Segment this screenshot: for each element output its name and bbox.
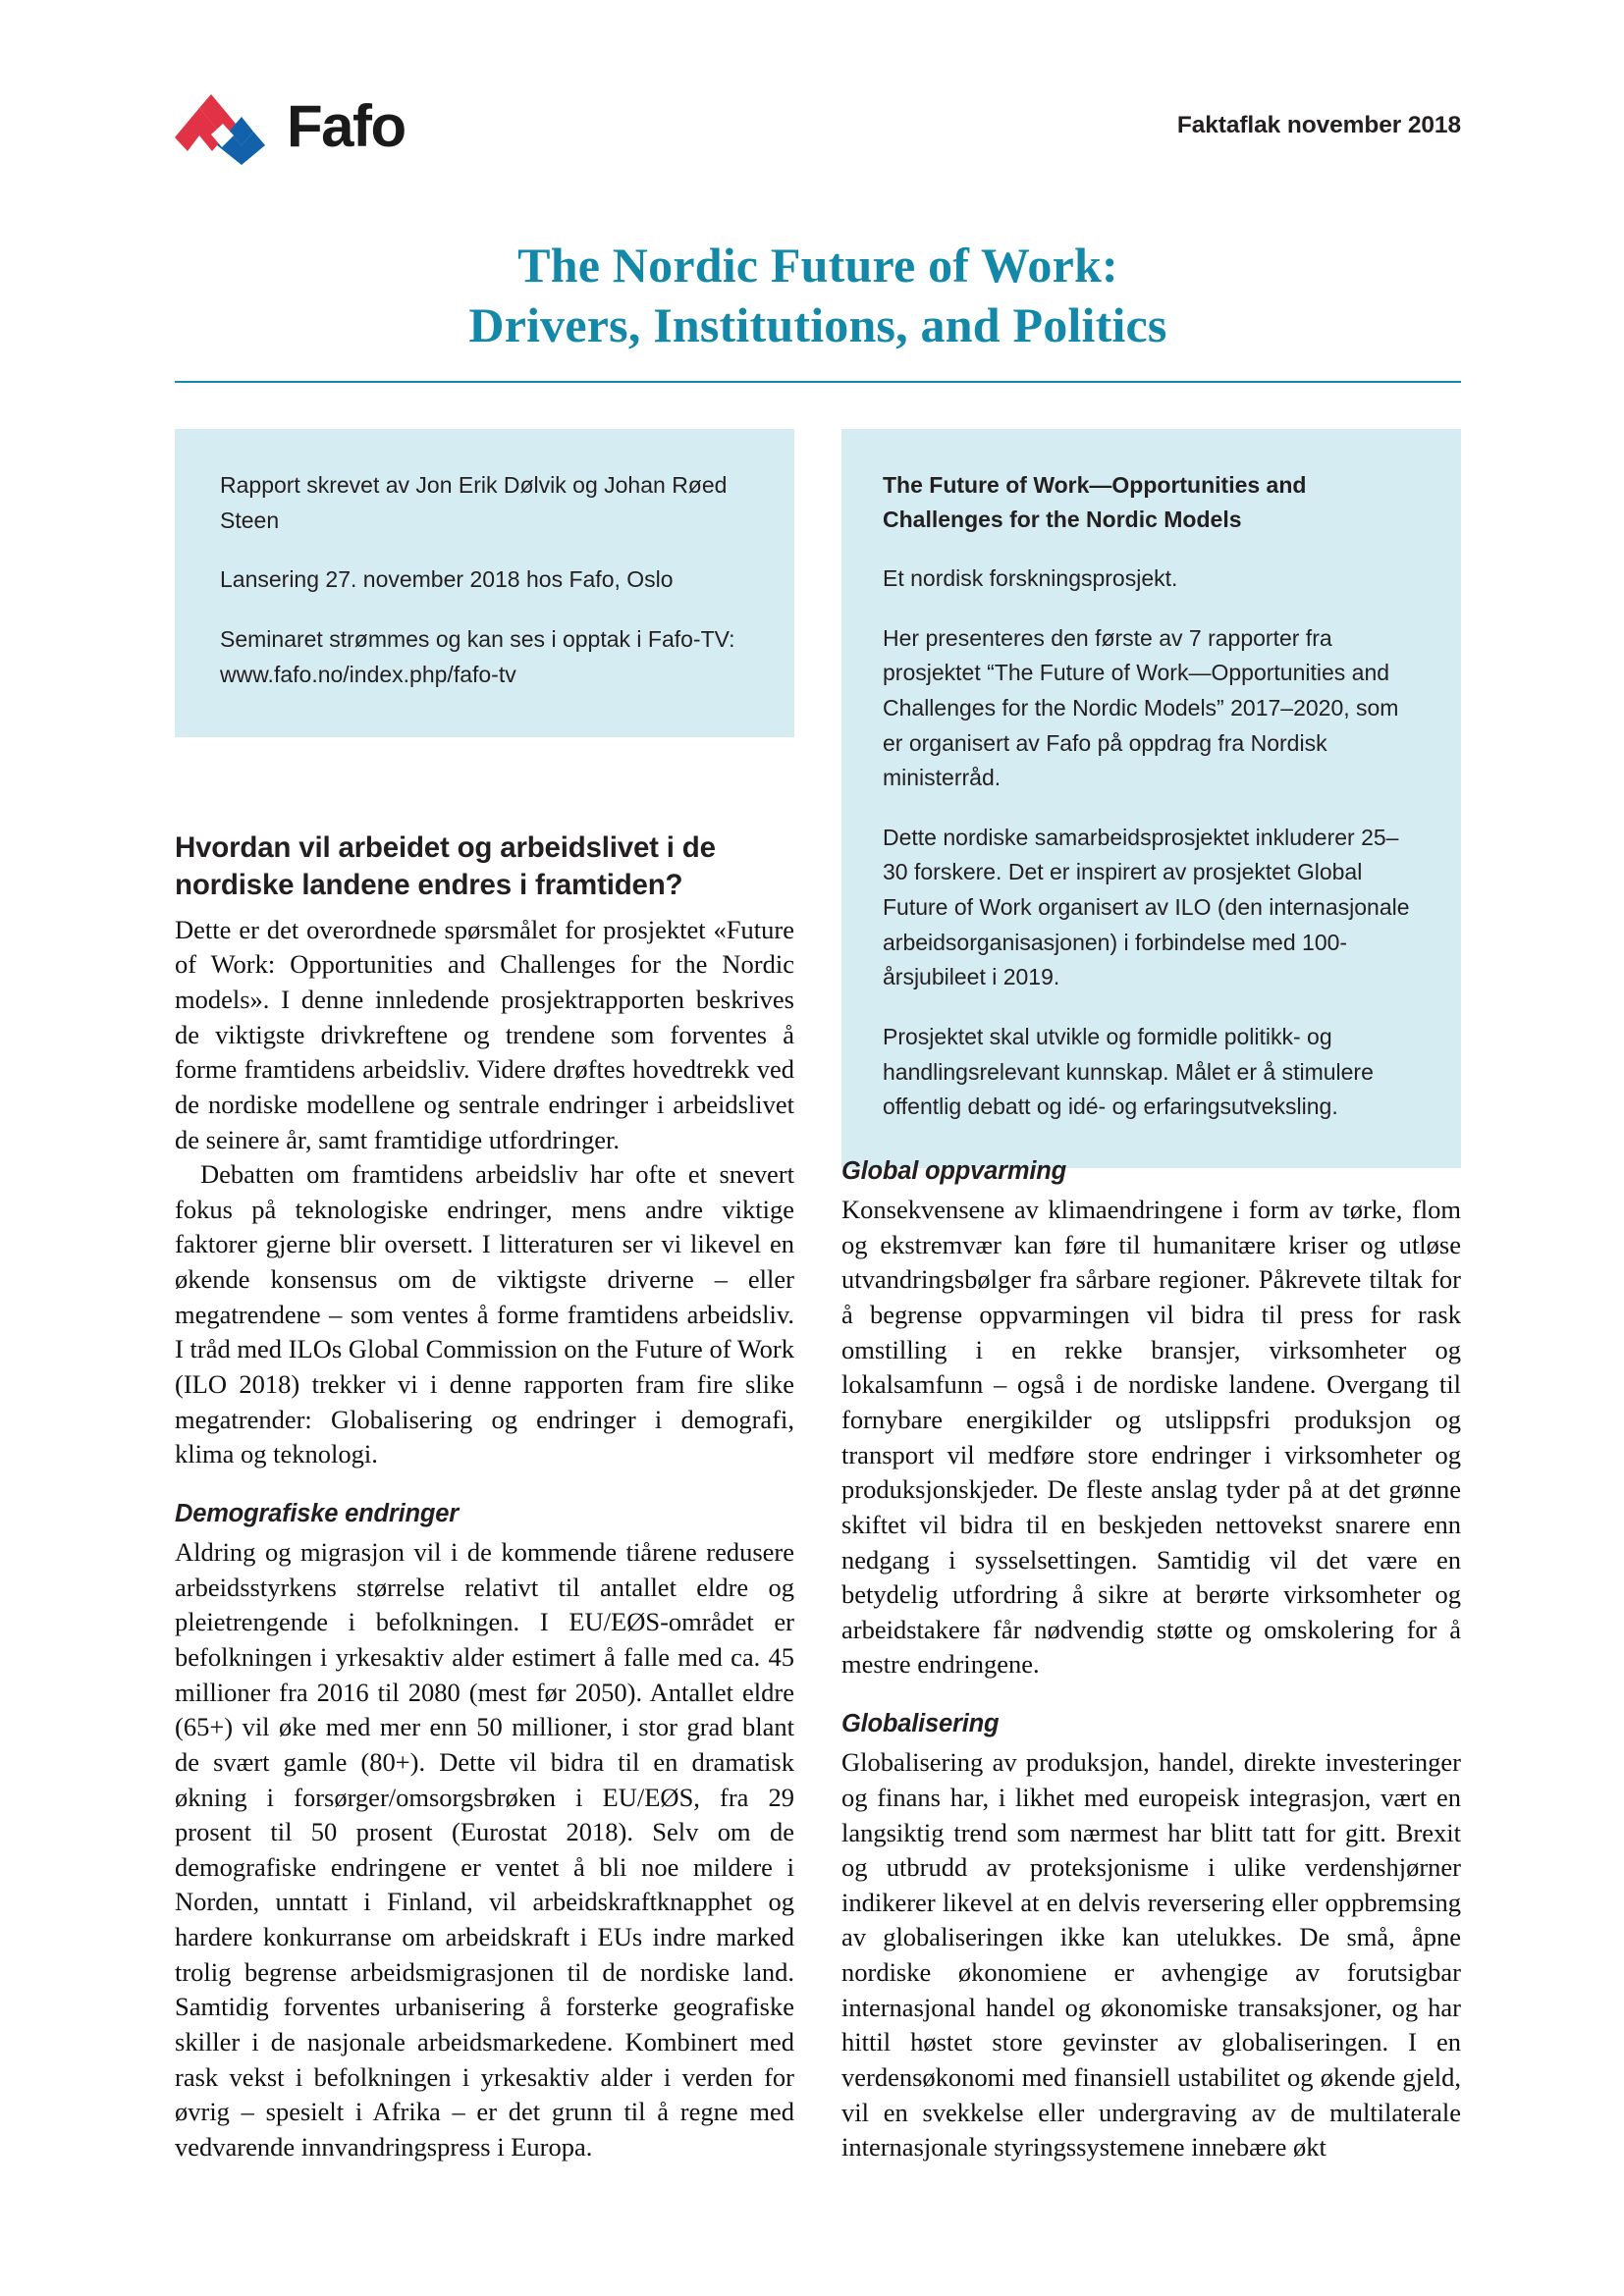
project-info-paragraph-2: Her presenteres den første av 7 rapporter fra prosjektet “The Future of Work—Opportunities and Challenges for the Nordic Models” 2017–2020, som er organisert av Fafo på oppdrag fra Nordisk ministerråd. — [883, 624, 1399, 791]
report-launch: Lansering 27. november 2018 hos Fafo, Oslo — [220, 566, 674, 593]
body-paragraph: Debatten om framtidens arbeidsliv har ofte et snevert fokus på teknologiske endringer, mens andre viktige faktorer gjerne blir oversett. I litteraturen ser vi likevel en økende konsensus om de viktigste driverne – eller megatrendene – som ventes å forme framtidens arbeidsliv. I tråd med ILOs Global Commission on the Future of Work (ILO 2018) trekker vi i denne rapporten fram fire slike megatrender: Globalisering og endringer i demografi, klima og teknologi. — [175, 1159, 794, 1469]
subheading-demografiske-endringer: Demografiske endringer — [175, 1499, 459, 1527]
project-info-paragraph-4: Prosjektet skal utvikle og formidle politikk- og handlingsrelevant kunnskap. Målet er å stimulere offentlig debatt og idé- og erfaringsutveksling. — [883, 1024, 1374, 1120]
page-title-line-1: The Nordic Future of Work: — [517, 238, 1118, 293]
project-info-paragraph-3: Dette nordiske samarbeidsprosjektet inkluderer 25–30 forskere. Det er inspirert av prosjektet Global Future of Work organisert av ILO (den internasjonale arbeidsorganisasjonen) i forbindelse med 100-årsjubileet i 2019. — [883, 824, 1410, 990]
body-paragraph: Aldring og migrasjon vil i de kommende tiårene redusere arbeidsstyrkens størrelse relativt til antallet eldre og pleietrengende i befolkningen. I EU/EØS-området er befolkningen i yrkesaktiv alder estimert å falle med ca. 45 millioner fra 2016 til 2080 (mest før 2050). Antallet eldre (65+) vil øke med mer enn 50 millioner, i stor grad blant de svært gamle (80+). Dette vil bidra til en dramatisk økning i forsørger/omsorgsbrøken i EU/EØS, fra 29 prosent til 50 prosent (Eurostat 2018). Selv om de demografiske endringene er ventet å bli noe mildere i Norden, unntatt i Finland, vil arbeidskraftknapphet og hardere konkurranse om arbeidskraft i EUs indre marked trolig begrense arbeidsmigrasjonen til de nordiske land. Samtidig forventes urbanisering å forsterke geografiske skiller i de nasjonale arbeidsmarkedene. Kombinert med rask vekst i befolkningen i yrkesaktiv alder i verden for øvrig – spesielt i Afrika – er det grunn til å regne med vedvarende innvandringspress i Europa. — [175, 1537, 794, 2162]
article-columns — [175, 829, 1461, 2165]
project-info-paragraph-1: Et nordisk forskningsprosjekt. — [883, 565, 1178, 591]
body-paragraph: Globalisering av produksjon, handel, direkte investeringer og finans har, i likhet med europeisk integrasjon, vært en langsiktig trend som nærmest har blitt tatt for gitt. Brexit og utbrudd av proteksjonisme i ulike verdenshjørner indikerer likevel at en delvis reversering eller oppbremsing av globaliseringen ikke kan utelukkes. De små, åpne nordiske økonomiene er avhengige av forutsigbar internasjonal handel og økonomiske transaksjoner, og har hittil høstet store gevinster av globaliseringen. I en verdensøkonomi med finansiell ustabilitet og økende gjeld, vil en svekkelse eller undergraving av de multilaterale internasjonale styringssystemene innebære økt — [841, 1747, 1461, 2163]
article-column-left — [175, 829, 794, 2165]
page-title — [175, 236, 1461, 355]
page-header — [175, 80, 1461, 171]
page-title-line-2: Drivers, Institutions, and Politics — [468, 297, 1167, 352]
fafo-wordmark: Fafo — [287, 93, 406, 159]
article-heading: Hvordan vil arbeidet og arbeidslivet i de nordiske landene endres i framtiden? — [175, 831, 716, 902]
report-info-box — [175, 429, 794, 737]
fafo-logo-icon — [175, 86, 273, 165]
body-paragraph: Dette er det overordnede spørsmålet for prosjektet «Future of Work: Opportunities and Challenges for the Nordic models». I denne innledende prosjektrapporten beskrives de viktigste drivkreftene og trendene som forventes å forme framtidens arbeidsliv. Videre drøftes hovedtrekk ved de nordiske modellene og sentrale endringer i arbeidslivet de seinere år, samt framtidige utfordringer. — [175, 914, 794, 1154]
title-divider — [175, 381, 1461, 383]
subheading-global-oppvarming: Global oppvarming — [841, 1157, 1066, 1185]
report-authors: Rapport skrevet av Jon Erik Dølvik og Johan Røed Steen — [220, 472, 728, 533]
body-paragraph: Konsekvensene av klimaendringene i form av tørke, flom og ekstremvær kan føre til humanitære kriser og utløse utvandringsbølger fra sårbare regioner. Påkrevete tiltak for å begrense oppvarmingen vil bidra til press for rask omstilling i en rekke bransjer, virksomheter og lokalsamfunn – også i de nordiske landene. Overgang til fornybare energikilder og utslippsfri produksjon og transport vil medføre store endringer i virksomheter og produksjonskjeder. De fleste anslag tyder på at det grønne skiftet vil bidra til en beskjeden nettovekst snarere enn nedgang i sysselsettingen. Samtidig vil det være en betydelig utfordring å sikre at berørte virksomheter og arbeidstakere får nødvendig støtte og omskolering for å mestre endringene. — [841, 1195, 1461, 1680]
project-info-title: The Future of Work—Opportunities and Challenges for the Nordic Models — [883, 472, 1307, 532]
report-stream-link[interactable]: Seminaret strømmes og kan ses i opptak i Fafo-TV: www.fafo.no/index.php/fafo-tv — [220, 625, 735, 687]
fafo-logo — [175, 86, 406, 165]
publication-kicker: Faktaflak november 2018 — [1176, 112, 1461, 138]
subheading-globalisering: Globalisering — [841, 1710, 1000, 1738]
article-column-right — [841, 829, 1461, 2165]
